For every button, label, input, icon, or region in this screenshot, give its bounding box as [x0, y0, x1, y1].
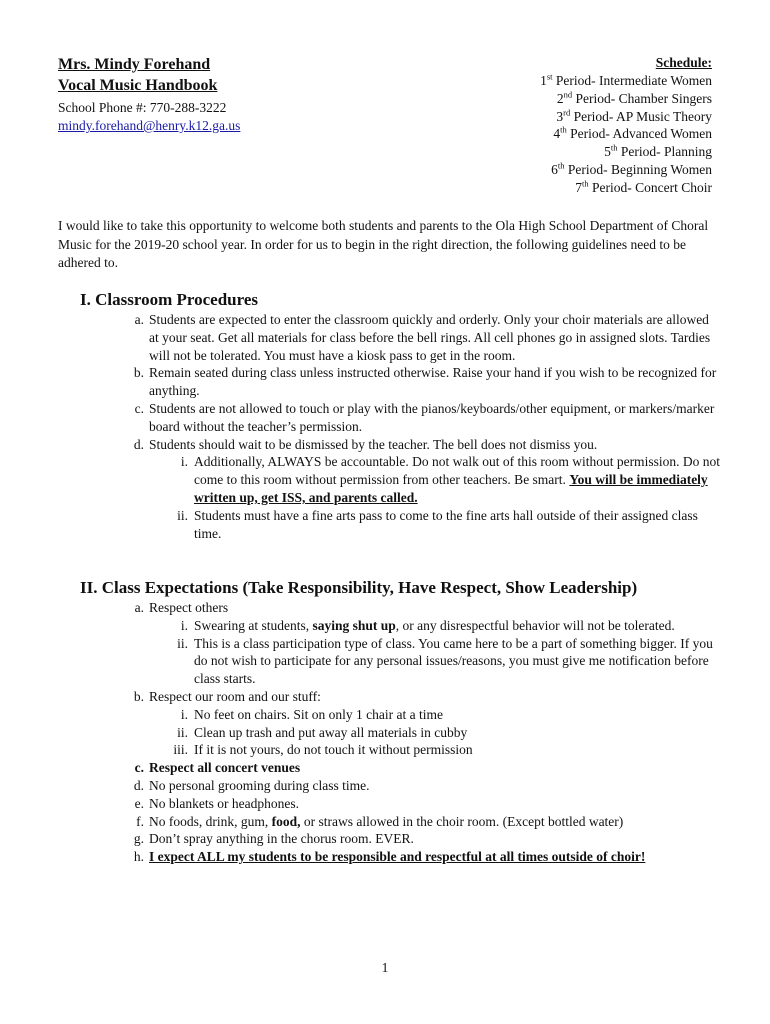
list-item-text: Students are not allowed to touch or play with the pianos/keyboards/other equipment, or markers/marker board without the teacher’s permission.: [149, 400, 715, 434]
teacher-name: Mrs. Mindy Forehand: [58, 56, 211, 73]
sub-list-item: [80, 453, 720, 506]
intro-paragraph: I would like to take this opportunity to welcome both students and parents to the Ola High School Department of Choral Music for the 2019-20 school year. In order for us to begin in the right direction, the following guidelines need to be adhered to.: [58, 218, 709, 270]
list-item: [80, 759, 720, 777]
list-item-text: Additionally, ALWAYS be accountable. Do not walk out of this room without permission. Do not come to this room without permission from other teachers. Be smart.: [194, 454, 720, 488]
list-item-text: Students are expected to enter the classroom quickly and orderly. Only your choir materials are allowed at your seat. Get all materials for class before the bell rings. All cell phones go in assigned slots. Tardies will not be tolerated. You must have a kiosk pass to get in the room.: [149, 312, 711, 363]
ordinal-suffix: nd: [563, 89, 573, 100]
list-item-text: No feet on chairs. Sit on only 1 chair at a time: [194, 706, 443, 722]
list-item-text: No blankets or headphones.: [149, 795, 299, 811]
period-description: Period- Advanced Women: [566, 126, 712, 142]
section-classroom-procedures: [80, 289, 720, 542]
school-phone: School Phone #: 770-288-3222: [58, 100, 227, 115]
list-item-text: This is a class participation type of class. You came here to be a part of something bigger. If you do not wish to participate for any personal issues/reasons, you must give me notification before class starts.: [194, 635, 713, 687]
ordinal-suffix: th: [610, 142, 618, 153]
list-item: [80, 777, 720, 795]
list-marker: i.: [180, 706, 188, 722]
list-item-text: Respect our room and our stuff:: [149, 688, 321, 704]
ordinal-suffix: th: [582, 178, 589, 189]
list-item-text: Respect all concert venues: [149, 760, 301, 776]
sub-list-item: [80, 635, 720, 688]
list-item: [80, 688, 720, 706]
period-number: 4: [553, 126, 561, 142]
section-title: I. Classroom Procedures: [80, 290, 259, 309]
warning-text: You will be immediately written up, get ISS, and parents called.: [194, 472, 708, 505]
list-item: [80, 400, 720, 436]
ordinal-suffix: th: [557, 160, 565, 171]
list-marker: b.: [133, 688, 144, 704]
warning-text: I expect ALL my students to be responsible and respectful at all times outside of choir!: [149, 849, 646, 865]
schedule-item: [392, 125, 712, 143]
ordinal-suffix: rd: [563, 107, 571, 118]
list-marker: d.: [133, 436, 144, 452]
list-marker: d.: [133, 777, 144, 793]
list-item-text: No foods, drink, gum,: [149, 813, 272, 829]
list-item: [80, 813, 720, 831]
list-marker: ii.: [177, 635, 188, 651]
schedule-list: [392, 72, 712, 197]
period-number: 6: [551, 161, 558, 177]
list-marker: f.: [136, 813, 144, 829]
list-item-text: Students should wait to be dismissed by the teacher. The bell does not dismiss you.: [149, 436, 598, 452]
list-item-text: No personal grooming during class time.: [149, 777, 370, 793]
page-number: 1: [381, 960, 389, 975]
ordinal-suffix: th: [560, 124, 567, 135]
list-marker: b.: [133, 365, 144, 381]
list-item-text: If it is not yours, do not touch it without permission: [194, 742, 473, 758]
period-number: 5: [604, 144, 611, 160]
period-number: 3: [556, 108, 564, 124]
list-marker: c.: [134, 760, 144, 776]
schedule-item: [392, 179, 712, 197]
period-description: Period- Concert Choir: [588, 179, 712, 195]
list-item: [80, 795, 720, 813]
list-marker: i.: [180, 454, 188, 470]
list-item-text: , or any disrespectful behavior will not be tolerated.: [395, 617, 675, 633]
list-marker: a.: [134, 600, 144, 615]
list-item-text: Swearing at students,: [194, 617, 313, 633]
list-item: [80, 436, 720, 454]
period-number: 2: [556, 90, 564, 106]
list-marker: e.: [134, 795, 144, 811]
list-item: [80, 830, 720, 848]
period-number: 7: [575, 179, 583, 195]
list-item: [80, 599, 720, 617]
list-item-text: or straws allowed in the choir room. (Except bottled water): [300, 813, 624, 829]
list-marker: i.: [180, 617, 188, 633]
schedule-item: [392, 161, 712, 179]
sub-list-item: [80, 706, 720, 724]
schedule-block: [392, 54, 712, 197]
sub-list-item: [80, 741, 720, 759]
period-description: Period- Intermediate Women: [552, 73, 712, 88]
list-item-text: Students must have a fine arts pass to come to the fine arts hall outside of their assigned class time.: [194, 507, 698, 541]
schedule-title: Schedule:: [655, 55, 712, 70]
sub-list-item: [80, 617, 720, 635]
list-item: [80, 364, 720, 400]
period-description: Period- Beginning Women: [564, 161, 712, 177]
list-marker: a.: [134, 312, 144, 327]
handbook-title: Vocal Music Handbook: [58, 77, 218, 94]
sub-list-item: [80, 507, 720, 543]
list-marker: ii.: [177, 724, 188, 740]
list-marker: h.: [133, 849, 144, 865]
schedule-item: [392, 143, 712, 161]
emphasis-text: food,: [271, 813, 301, 829]
list-item-text: Remain seated during class unless instructed otherwise. Raise your hand if you wish to be recognized for anything.: [149, 365, 717, 399]
period-description: Period- Chamber Singers: [572, 90, 712, 106]
sub-list-item: [80, 724, 720, 742]
list-item: [80, 848, 720, 866]
list-marker: g.: [133, 831, 144, 847]
schedule-item: [392, 90, 712, 108]
ordinal-suffix: st: [546, 71, 553, 82]
schedule-item: [392, 108, 712, 126]
period-description: Period- Planning: [617, 144, 712, 160]
section-class-expectations: [80, 577, 720, 866]
section-title: II. Class Expectations (Take Responsibility, Have Respect, Show Leadership): [80, 578, 638, 597]
period-number: 1: [540, 73, 547, 88]
emphasis-text: saying shut up: [312, 617, 396, 633]
list-item: [80, 311, 720, 364]
email-link[interactable]: mindy.forehand@henry.k12.ga.us: [58, 118, 241, 133]
list-marker: ii.: [177, 507, 188, 523]
list-item-text: Don’t spray anything in the chorus room. EVER.: [149, 831, 414, 847]
header-left: [58, 54, 418, 135]
list-marker: c.: [134, 400, 144, 416]
period-description: Period- AP Music Theory: [570, 108, 712, 124]
schedule-item: [392, 72, 712, 90]
list-item-text: Respect others: [149, 600, 229, 615]
list-item-text: Clean up trash and put away all materials in cubby: [194, 724, 468, 740]
list-marker: iii.: [173, 742, 188, 758]
